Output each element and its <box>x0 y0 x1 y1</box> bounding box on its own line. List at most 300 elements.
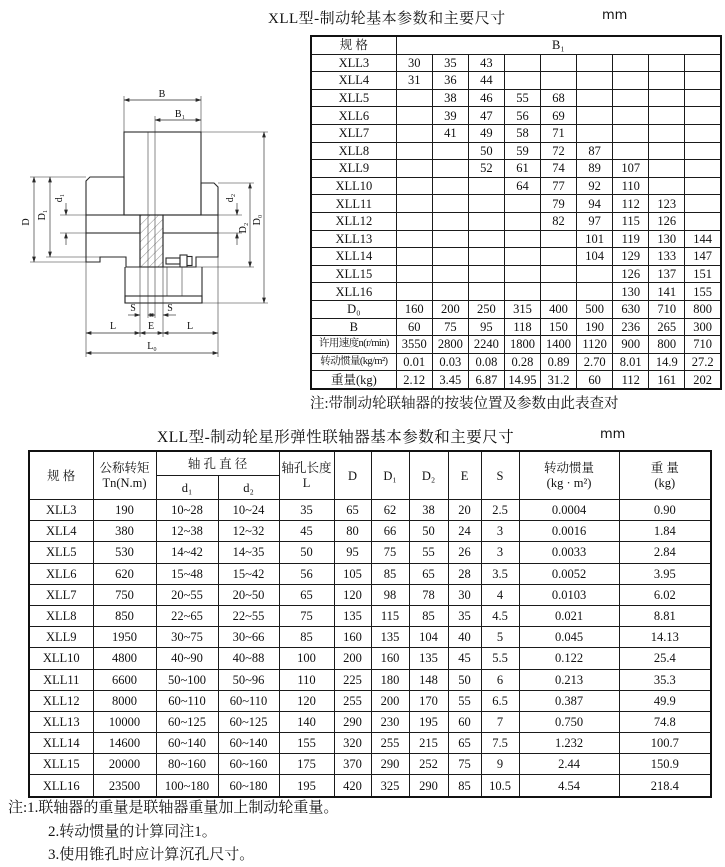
table-cell: 30~75 <box>156 627 218 648</box>
dim-label-l-left: L <box>109 321 117 332</box>
table-row <box>311 300 721 318</box>
row-label: XLL5 <box>311 89 396 107</box>
table-cell: 100.7 <box>619 733 711 754</box>
brake-wheel-parameters-table <box>310 35 722 390</box>
table-cell: 14.13 <box>619 627 711 648</box>
table-cell: 14600 <box>93 733 156 754</box>
row-label: XLL12 <box>311 212 396 230</box>
table-cell <box>396 195 432 213</box>
table-cell: 69 <box>541 107 577 125</box>
table-cell <box>468 248 504 266</box>
row-label: XLL6 <box>311 107 396 125</box>
table-cell: 3.5 <box>481 563 519 584</box>
table-cell: 79 <box>541 195 577 213</box>
table-cell: 160 <box>396 300 432 318</box>
table-cell: 94 <box>577 195 613 213</box>
table-row <box>311 212 721 230</box>
dim-label-d1-cap: D₁ <box>37 209 48 221</box>
table-cell: 10.5 <box>481 775 519 797</box>
table-cell: 75 <box>279 605 334 626</box>
table-cell: 60 <box>396 318 432 336</box>
col-header-D1: D₁ <box>371 451 409 500</box>
table-cell: 133 <box>649 248 685 266</box>
table-cell: 38 <box>432 89 468 107</box>
table-cell: 202 <box>685 371 721 389</box>
table-cell <box>649 124 685 142</box>
table-cell: 175 <box>279 754 334 775</box>
table-cell: 71 <box>541 124 577 142</box>
spec-header: 规 格 <box>29 451 93 500</box>
table-row <box>311 107 721 125</box>
table-cell: 105 <box>334 563 371 584</box>
table-cell: 55 <box>409 542 448 563</box>
table-cell <box>432 283 468 301</box>
table-cell: 2.84 <box>619 542 711 563</box>
table-row <box>311 89 721 107</box>
table-cell: 22~65 <box>156 605 218 626</box>
table-cell: 135 <box>371 627 409 648</box>
table-cell: 15~48 <box>156 563 218 584</box>
row-label: XLL9 <box>29 627 93 648</box>
table-cell <box>541 265 577 283</box>
table-cell: 1400 <box>541 336 577 354</box>
col-header-d1: d₁ <box>156 476 218 500</box>
table-cell: 45 <box>448 648 481 669</box>
table-cell: 129 <box>613 248 649 266</box>
table-cell: 500 <box>577 300 613 318</box>
bore-length-header-line1: 轴孔长度 <box>281 460 332 475</box>
table-cell: 110 <box>613 177 649 195</box>
table-cell: 195 <box>279 775 334 797</box>
dim-label-l-right: L <box>186 321 194 332</box>
table-cell <box>685 212 721 230</box>
table-cell: 0.0016 <box>519 521 619 542</box>
table-cell: 0.750 <box>519 711 619 732</box>
dim-label-d2-cap: D₂ <box>238 222 249 234</box>
table-cell: 31 <box>396 72 432 90</box>
table-cell: 50 <box>468 142 504 160</box>
table-cell: 190 <box>93 500 156 521</box>
table-cell: 85 <box>409 605 448 626</box>
row-label: XLL14 <box>29 733 93 754</box>
table-cell: 850 <box>93 605 156 626</box>
table-cell: 3550 <box>396 336 432 354</box>
table-cell: 49 <box>468 124 504 142</box>
table-cell: 1950 <box>93 627 156 648</box>
table-row <box>29 733 711 754</box>
row-label: XLL15 <box>311 265 396 283</box>
table-row <box>311 160 721 178</box>
table-cell: 46 <box>468 89 504 107</box>
row-label: XLL12 <box>29 690 93 711</box>
table-cell: 68 <box>541 89 577 107</box>
row-label: XLL9 <box>311 160 396 178</box>
table-cell: 50~96 <box>218 669 279 690</box>
table-cell: 160 <box>371 648 409 669</box>
table-row <box>29 563 711 584</box>
table-cell: 6.5 <box>481 690 519 711</box>
table-cell: 7.5 <box>481 733 519 754</box>
table-cell <box>577 283 613 301</box>
table-row <box>311 283 721 301</box>
table-cell: 1.232 <box>519 733 619 754</box>
row-label: XLL4 <box>311 72 396 90</box>
table-cell <box>468 283 504 301</box>
table1-title: XLL型-制动轮基本参数和主要尺寸 <box>268 11 506 27</box>
table-cell <box>685 177 721 195</box>
table-cell: 0.28 <box>504 353 540 371</box>
coupling-parameters-table <box>28 450 712 798</box>
table-cell: 4.54 <box>519 775 619 797</box>
table-cell: 1.84 <box>619 521 711 542</box>
table-cell <box>649 89 685 107</box>
table-cell: 4800 <box>93 648 156 669</box>
table2-title: XLL型-制动轮星形弹性联轴器基本参数和主要尺寸 <box>157 429 515 446</box>
table-cell: 50 <box>409 521 448 542</box>
table-row <box>311 72 721 90</box>
table-cell <box>504 212 540 230</box>
table-row <box>311 177 721 195</box>
row-label: XLL15 <box>29 754 93 775</box>
table-cell: 14.95 <box>504 371 540 389</box>
table-cell: 200 <box>334 648 371 669</box>
table-cell <box>432 248 468 266</box>
table-cell: 98 <box>371 584 409 605</box>
weight-header-line1: 重 量 <box>650 460 679 475</box>
table-cell <box>685 72 721 90</box>
table-cell: 620 <box>93 563 156 584</box>
table-cell: 0.021 <box>519 605 619 626</box>
table-cell <box>504 72 540 90</box>
table-cell: 80 <box>334 521 371 542</box>
table-cell: 110 <box>279 669 334 690</box>
inertia-header <box>519 451 619 500</box>
table-cell: 230 <box>371 711 409 732</box>
table-cell: 12~38 <box>156 521 218 542</box>
table-cell: 112 <box>613 195 649 213</box>
row-label: XLL13 <box>29 711 93 732</box>
drawing-shapes <box>86 132 218 303</box>
row-label: 许用速度n(r/min) <box>311 336 396 354</box>
table-row <box>311 142 721 160</box>
table-cell: 200 <box>432 300 468 318</box>
table-cell: 290 <box>409 775 448 797</box>
col-header-D: D <box>334 451 371 500</box>
table-cell <box>649 54 685 72</box>
table-cell: 61 <box>504 160 540 178</box>
table-cell: 137 <box>649 265 685 283</box>
table-cell <box>504 54 540 72</box>
table-cell: 6 <box>481 669 519 690</box>
table-cell <box>685 160 721 178</box>
table-cell <box>577 107 613 125</box>
table-cell: 40~90 <box>156 648 218 669</box>
table-row <box>311 54 721 72</box>
table-cell: 130 <box>649 230 685 248</box>
table-cell: 147 <box>685 248 721 266</box>
table-row <box>29 648 711 669</box>
table-row <box>311 371 721 389</box>
table-cell: 59 <box>504 142 540 160</box>
table-row <box>29 500 711 521</box>
table-row <box>311 336 721 354</box>
dim-label-d-cap: D <box>21 218 32 226</box>
footnote-3: 3.使用锥孔时应计算沉孔尺寸。 <box>48 847 255 863</box>
row-label: XLL14 <box>311 248 396 266</box>
table-cell <box>396 248 432 266</box>
table-cell: 75 <box>432 318 468 336</box>
table-cell: 6.87 <box>468 371 504 389</box>
table1-unit-label: mm <box>602 8 628 23</box>
table-cell <box>541 72 577 90</box>
table-cell: 60~110 <box>156 690 218 711</box>
table-cell: 95 <box>468 318 504 336</box>
table-cell <box>541 230 577 248</box>
table-cell: 900 <box>613 336 649 354</box>
footnote-2: 2.转动惯量的计算同注1。 <box>48 823 217 840</box>
table-cell: 0.387 <box>519 690 619 711</box>
dim-label-d0-cap: D₀ <box>252 214 263 226</box>
table-cell: 115 <box>613 212 649 230</box>
table-cell: 4.5 <box>481 605 519 626</box>
table-cell <box>468 177 504 195</box>
table-cell: 85 <box>371 563 409 584</box>
table-cell <box>613 54 649 72</box>
table-cell: 8000 <box>93 690 156 711</box>
table-cell: 0.122 <box>519 648 619 669</box>
col-header-d2: d₂ <box>218 476 279 500</box>
table-cell: 218.4 <box>619 775 711 797</box>
row-label: XLL3 <box>311 54 396 72</box>
table-cell: 60~160 <box>218 754 279 775</box>
table-cell: 126 <box>613 265 649 283</box>
dim-label-d2-small: d₂ <box>225 193 236 203</box>
table-cell: 8.81 <box>619 605 711 626</box>
table-cell: 85 <box>448 775 481 797</box>
table-row <box>311 265 721 283</box>
table-cell <box>396 124 432 142</box>
table-cell: 119 <box>613 230 649 248</box>
table-cell: 236 <box>613 318 649 336</box>
table-cell <box>577 72 613 90</box>
table-cell: 75 <box>371 542 409 563</box>
table-cell: 5.5 <box>481 648 519 669</box>
row-label: XLL10 <box>29 648 93 669</box>
table-cell: 300 <box>685 318 721 336</box>
table-cell: 150.9 <box>619 754 711 775</box>
table-cell <box>504 283 540 301</box>
table-cell <box>504 265 540 283</box>
table-cell: 20~55 <box>156 584 218 605</box>
table-cell: 10000 <box>93 711 156 732</box>
table-row <box>29 669 711 690</box>
row-label: XLL8 <box>29 605 93 626</box>
table-cell: 380 <box>93 521 156 542</box>
table-cell: 55 <box>448 690 481 711</box>
table-cell: 39 <box>432 107 468 125</box>
coupling-cross-section-drawing <box>0 85 300 375</box>
table-cell: 65 <box>448 733 481 754</box>
table-cell <box>613 124 649 142</box>
table-cell: 66 <box>371 521 409 542</box>
table-row <box>29 584 711 605</box>
table2-unit-label: mm <box>600 427 626 442</box>
table-cell <box>432 142 468 160</box>
table-row <box>29 711 711 732</box>
inertia-header-line2: (kg · m²) <box>546 475 592 490</box>
table-cell: 0.213 <box>519 669 619 690</box>
table-cell: 0.08 <box>468 353 504 371</box>
table-cell: 60~125 <box>218 711 279 732</box>
table-cell: 148 <box>409 669 448 690</box>
table-cell: 74.8 <box>619 711 711 732</box>
table-cell: 0.90 <box>619 500 711 521</box>
table-cell: 35 <box>448 605 481 626</box>
row-label: XLL4 <box>29 521 93 542</box>
table-cell <box>649 177 685 195</box>
table-cell <box>432 177 468 195</box>
table-cell: 530 <box>93 542 156 563</box>
table-cell <box>396 107 432 125</box>
table-cell: 43 <box>468 54 504 72</box>
table-cell: 325 <box>371 775 409 797</box>
table-cell: 60 <box>448 711 481 732</box>
table-row <box>311 124 721 142</box>
table-cell <box>649 107 685 125</box>
table-cell: 800 <box>649 336 685 354</box>
table-cell: 252 <box>409 754 448 775</box>
table-header-row <box>311 36 721 54</box>
row-label: XLL7 <box>311 124 396 142</box>
table-row <box>311 248 721 266</box>
table-cell <box>396 230 432 248</box>
table-cell: 58 <box>504 124 540 142</box>
table-cell: 2.12 <box>396 371 432 389</box>
table-cell: 255 <box>371 733 409 754</box>
table-cell: 200 <box>371 690 409 711</box>
table-row <box>311 195 721 213</box>
weight-header-line2: (kg) <box>654 475 676 490</box>
footnotes <box>8 797 338 867</box>
row-label: XLL16 <box>311 283 396 301</box>
table-cell: 1800 <box>504 336 540 354</box>
table-cell: 65 <box>334 500 371 521</box>
table-cell <box>541 283 577 301</box>
table-cell: 87 <box>577 142 613 160</box>
table-cell <box>613 89 649 107</box>
table-cell: 38 <box>409 500 448 521</box>
table-cell: 170 <box>409 690 448 711</box>
table-cell: 92 <box>577 177 613 195</box>
table-cell: 60~180 <box>218 775 279 797</box>
row-label: XLL16 <box>29 775 93 797</box>
table-cell: 190 <box>577 318 613 336</box>
table-cell <box>396 283 432 301</box>
table-cell <box>432 160 468 178</box>
table-row <box>29 605 711 626</box>
table-cell <box>685 89 721 107</box>
table-cell: 120 <box>279 690 334 711</box>
table-cell: 26 <box>448 542 481 563</box>
table-cell: 35 <box>279 500 334 521</box>
table-cell: 400 <box>541 300 577 318</box>
table-cell <box>504 248 540 266</box>
table-cell: 120 <box>334 584 371 605</box>
table-cell <box>504 195 540 213</box>
table-cell: 800 <box>685 300 721 318</box>
table-cell: 3.95 <box>619 563 711 584</box>
row-label: XLL11 <box>29 669 93 690</box>
table-cell: 97 <box>577 212 613 230</box>
table-cell <box>685 124 721 142</box>
table-cell: 60~110 <box>218 690 279 711</box>
table-cell: 180 <box>371 669 409 690</box>
table-cell: 15~42 <box>218 563 279 584</box>
torque-header <box>93 451 156 500</box>
table-cell: 74 <box>541 160 577 178</box>
table-cell: 100 <box>279 648 334 669</box>
bore-length-header-line2: L <box>302 475 311 490</box>
table-cell: 40 <box>448 627 481 648</box>
table-cell: 750 <box>93 584 156 605</box>
table-cell <box>396 142 432 160</box>
table-cell: 24 <box>448 521 481 542</box>
table-cell <box>468 212 504 230</box>
table-cell: 370 <box>334 754 371 775</box>
table-cell <box>468 265 504 283</box>
table-cell: 2800 <box>432 336 468 354</box>
row-label: B <box>311 318 396 336</box>
table-cell <box>685 54 721 72</box>
col-header-D2: D₂ <box>409 451 448 500</box>
table-cell <box>685 142 721 160</box>
table-cell: 27.2 <box>685 353 721 371</box>
table-cell: 64 <box>504 177 540 195</box>
table-cell <box>613 142 649 160</box>
table-cell: 22~55 <box>218 605 279 626</box>
table-cell <box>613 107 649 125</box>
table-row <box>29 690 711 711</box>
table-cell: 0.0103 <box>519 584 619 605</box>
bore-length-header <box>279 451 334 500</box>
table-cell: 89 <box>577 160 613 178</box>
table-cell <box>577 54 613 72</box>
row-label: XLL7 <box>29 584 93 605</box>
table-cell: 65 <box>279 584 334 605</box>
table-cell <box>613 72 649 90</box>
bore-diameter-header: 轴 孔 直 径 <box>156 451 279 476</box>
table-cell: 155 <box>685 283 721 301</box>
table-cell: 0.0033 <box>519 542 619 563</box>
table-cell: 104 <box>577 248 613 266</box>
table-cell: 151 <box>685 265 721 283</box>
table-cell: 100~180 <box>156 775 218 797</box>
table-cell: 60~140 <box>156 733 218 754</box>
table-cell: 30 <box>448 584 481 605</box>
table-cell: 0.01 <box>396 353 432 371</box>
table-cell: 10~24 <box>218 500 279 521</box>
table-cell: 0.89 <box>541 353 577 371</box>
table-cell: 630 <box>613 300 649 318</box>
table-cell <box>432 212 468 230</box>
row-label: XLL13 <box>311 230 396 248</box>
table-cell: 36 <box>432 72 468 90</box>
table-cell: 195 <box>409 711 448 732</box>
table-cell: 14.9 <box>649 353 685 371</box>
table-cell <box>649 72 685 90</box>
table-cell: 20 <box>448 500 481 521</box>
table-cell: 155 <box>279 733 334 754</box>
